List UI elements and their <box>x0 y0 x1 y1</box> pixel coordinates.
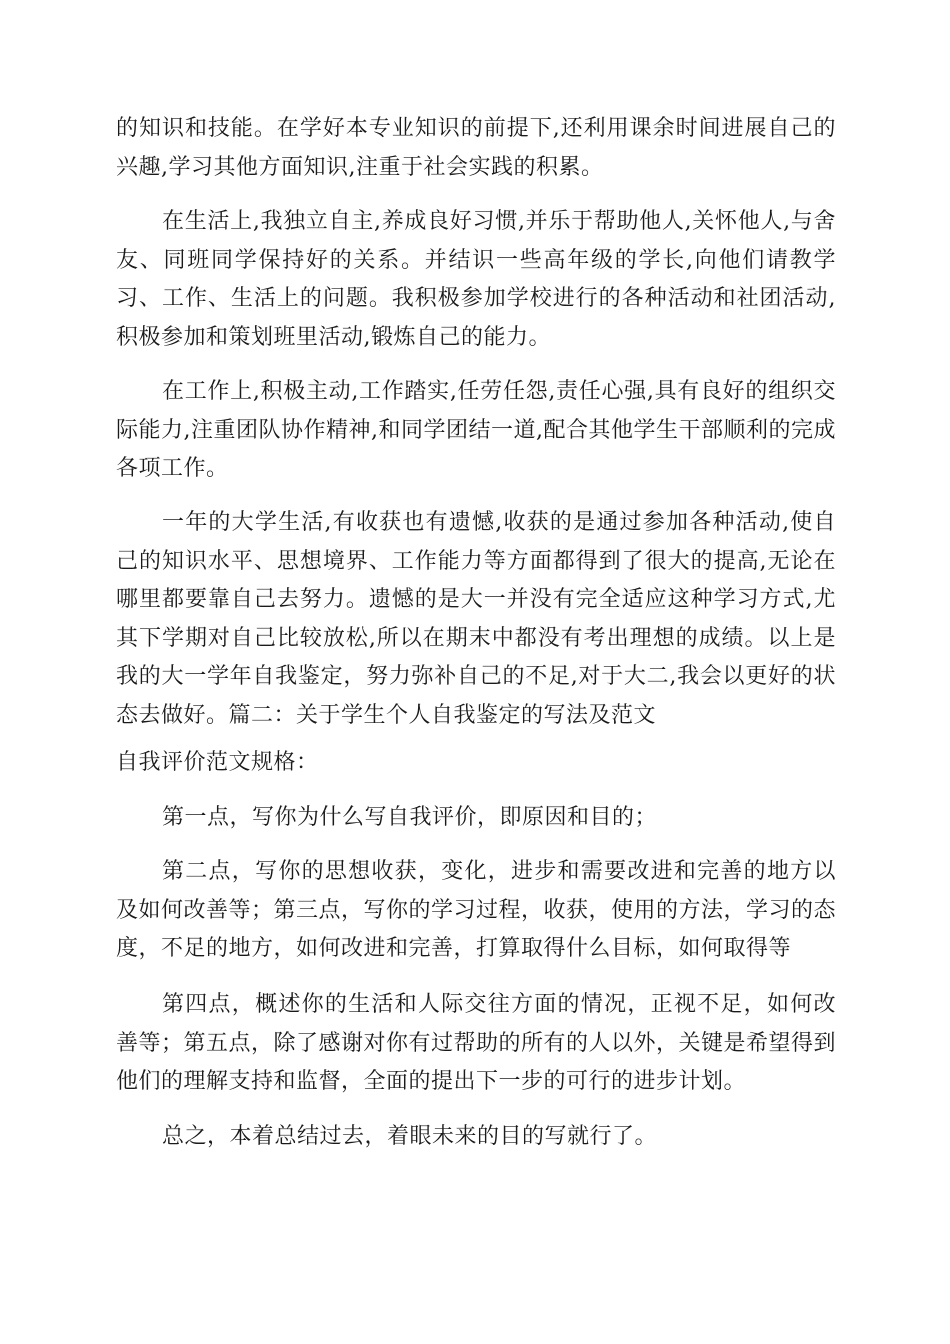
section-heading-spec: 自我评价范文规格： <box>116 750 319 775</box>
paragraph-point-one: 第一点，写你为什么写自我评价，即原因和目的； <box>162 805 658 830</box>
paragraph-work: 在工作上,积极主动,工作踏实,任劳任怨,责任心强,具有良好的组织交际能力,注重团队协作精神,和同学团结一道,配合其他学生干部顺利的完成各项工作。 <box>116 379 836 481</box>
paragraph-conclusion: 总之，本着总结过去，着眼未来的目的写就行了。 <box>162 1124 658 1149</box>
paragraph-life: 在生活上,我独立自主,养成良好习惯,并乐于帮助他人,关怀他人,与舍友、同班同学保持好的关系。并结识一些高年级的学长,向他们请教学习、工作、生活上的问题。我积极参加学校进行的各种活动和社团活动,积极参加和策划班里活动,锻炼自己的能力。 <box>116 209 836 350</box>
paragraph-summary: 一年的大学生活,有收获也有遗憾,收获的是通过参加各种活动,使自己的知识水平、思想境界、工作能力等方面都得到了很大的提高,无论在哪里都要靠自己去努力。遗憾的是大一并没有完全适应这种学习方式,尤其下学期对自己比较放松,所以在期末中都没有考出理想的成绩。以上是我的大一学年自我鉴定，努力弥补自己的不足,对于大二,我会以更好的状态去做好。篇二：关于学生个人自我鉴定的写法及范文 <box>116 510 836 728</box>
paragraph-point-two-three: 第二点，写你的思想收获，变化，进步和需要改进和完善的地方以及如何改善等；第三点，写你的学习过程，收获，使用的方法，学习的态度，不足的地方，如何改进和完善，打算取得什么目标，如何取得等 <box>116 859 837 961</box>
paragraph-point-four-five: 第四点，概述你的生活和人际交往方面的情况，正视不足，如何改善等；第五点，除了感谢对你有过帮助的所有的人以外，关键是希望得到他们的理解支持和监督，全面的提出下一步的可行的进步计划。 <box>116 992 837 1094</box>
paragraph-continuation: 的知识和技能。在学好本专业知识的前提下,还利用课余时间进展自己的兴趣,学习其他方面知识,注重于社会实践的积累。 <box>116 116 836 180</box>
